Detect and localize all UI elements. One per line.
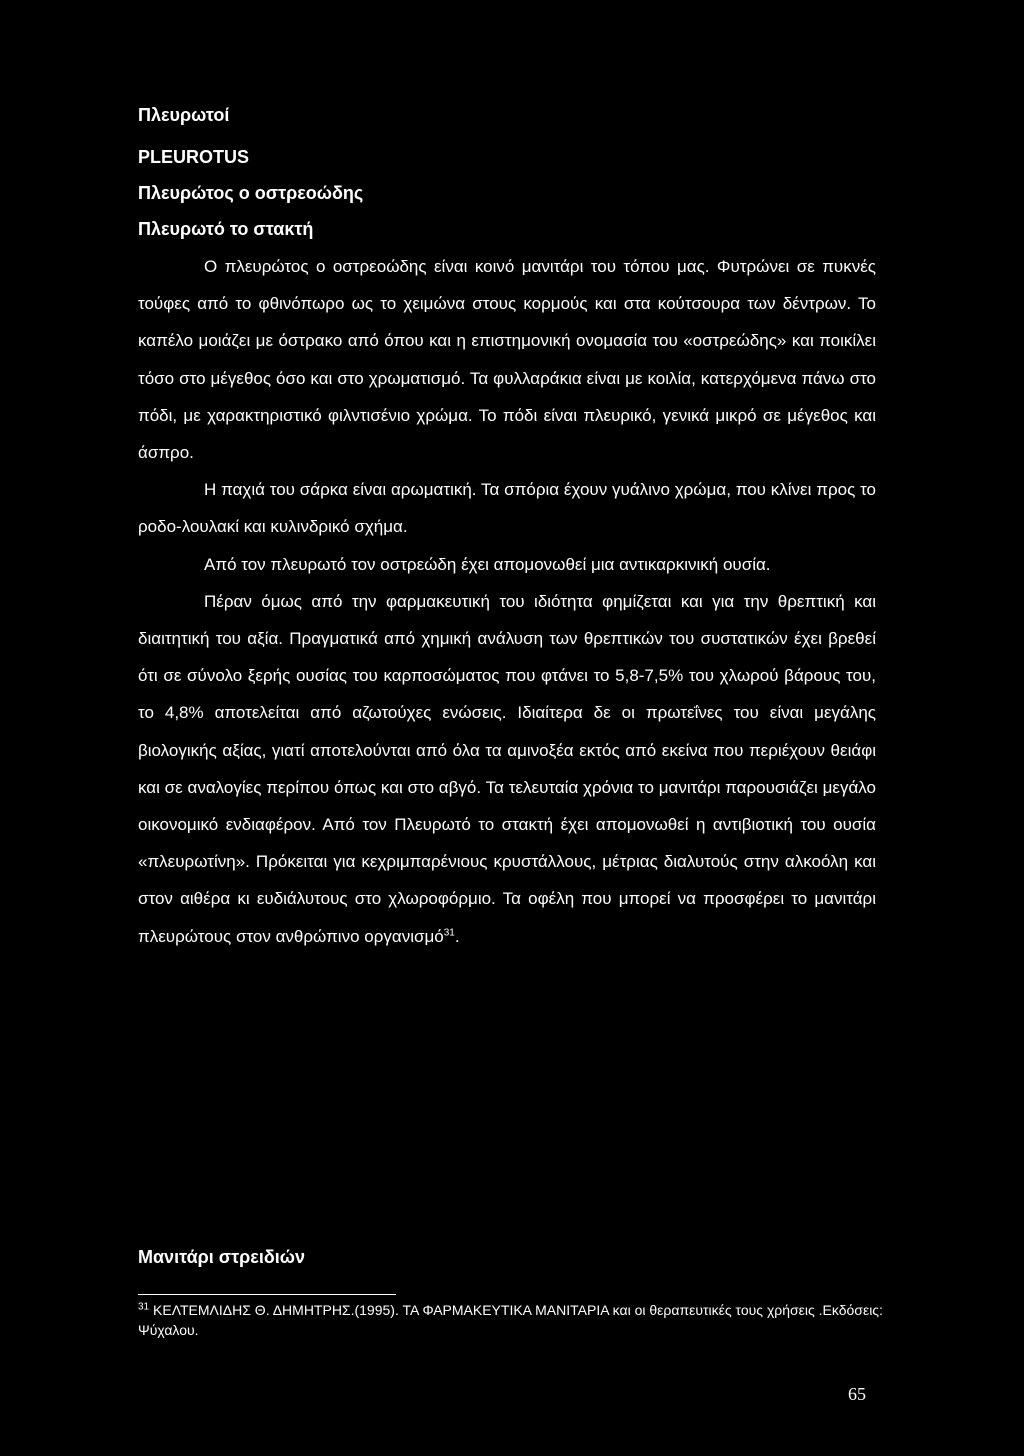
paragraph-anticancer: Από τον πλευρωτό τον οστρεώδη έχει απομονωθεί μια αντικαρκινική ουσία. bbox=[204, 554, 771, 574]
subtitle-oyster: Πλευρώτος ο οστρεοώδης bbox=[138, 183, 364, 203]
footnote-reference[interactable]: 31 bbox=[443, 927, 455, 938]
paragraph-nutrition-text: Πέραν όμως από την φαρμακευτική του ιδιότητα φημίζεται και για την θρεπτική και διαιτητική του αξία. Πραγματικά από χημική ανάλυση των θρεπτικών του συστατικών έχει βρεθεί ότι σε σύνολο ξερής ουσίας του καρποσώματος που φτάνει το 5,8-7,5% του χλωρού βάρους του, το 4,8% αποτελείται από αζωτούχες ενώσεις. Ιδιαίτερα δε οι πρωτεΐνες του είναι μεγάλης βιολογικής αξίας, γιατί αποτελούνται από όλα τα αμινοξέα εκτός από εκείνα που περιέχουν θειάφι και σε αναλογίες περίπου όπως και στο αβγό. Τα τελευταία χρόνια το μανιτάρι παρουσιάζει μεγάλο οικονομικό ενδιαφέρον. Από τον Πλευρωτό το στακτή έχει απομονωθεί η αντιβιοτική του ουσία «πλευρωτίνη». Πρόκειται για κεχριμπαρένιους κρυστάλλους, μέτριας διαλυτούς στην αλκοόλη και στον αιθέρα κι ευδιάλυτους στο χλωροφόρμιο. Τα οφέλη που μπορεί να προσφέρει το μανιτάρι πλευρώτους στον ανθρώπινο οργανισμό bbox=[138, 591, 876, 946]
body-text bbox=[138, 248, 876, 955]
section-heading: Μανιτάρι στρειδιών bbox=[138, 1247, 305, 1267]
page-number: 65 bbox=[848, 1384, 866, 1404]
footnote bbox=[138, 1300, 898, 1340]
footnote-text: ΚΕΛΤΕΜΛΙΔΗΣ Θ. ΔΗΜΗΤΡΗΣ.(1995). ΤΑ ΦΑΡΜΑΚΕΥΤΙΚΑ ΜΑΝΙΤΑΡΙΑ και οι θεραπευτικές τους χρήσεις .Εκδόσεις: Ψύχαλου. bbox=[138, 1302, 883, 1338]
paragraph-nutrition bbox=[138, 583, 876, 955]
paragraph-nutrition-end: . bbox=[454, 926, 460, 946]
footnote-divider bbox=[138, 1294, 396, 1295]
footnote-number: 31 bbox=[138, 1301, 150, 1313]
subtitle-ash: Πλευρωτό το στακτή bbox=[138, 219, 314, 239]
title-greek: Πλευρωτοί bbox=[138, 105, 230, 125]
title-latin: PLEUROTUS bbox=[138, 147, 250, 167]
paragraph-flesh-spores: Η παχιά του σάρκα είναι αρωματική. Τα σπόρια έχουν γυάλινο χρώμα, που κλίνει προς το ροδο-λουλακί και κυλινδρικό σχήμα. bbox=[138, 480, 876, 537]
paragraph-description: Ο πλευρώτος ο οστρεοώδης είναι κοινό μανιτάρι του τόπου μας. Φυτρώνει σε πυκνές τούφες από το φθινόπωρο ως το χειμώνα στους κορμούς και στα κούτσουρα των δέντρων. Το καπέλο μοιάζει με όστρακο από όπου και η επιστημονική ονομασία του «οστρεώδης» και ποικίλει τόσο στο μέγεθος όσο και στο χρωματισμό. Τα φυλλαράκια είναι με κοιλία, κατερχόμενα πάνω στο πόδι, με χαρακτηριστικό φιλντισένιο χρώμα. Το πόδι είναι πλευρικό, γενικά μικρό σε μέγεθος και άσπρο. bbox=[138, 257, 876, 463]
